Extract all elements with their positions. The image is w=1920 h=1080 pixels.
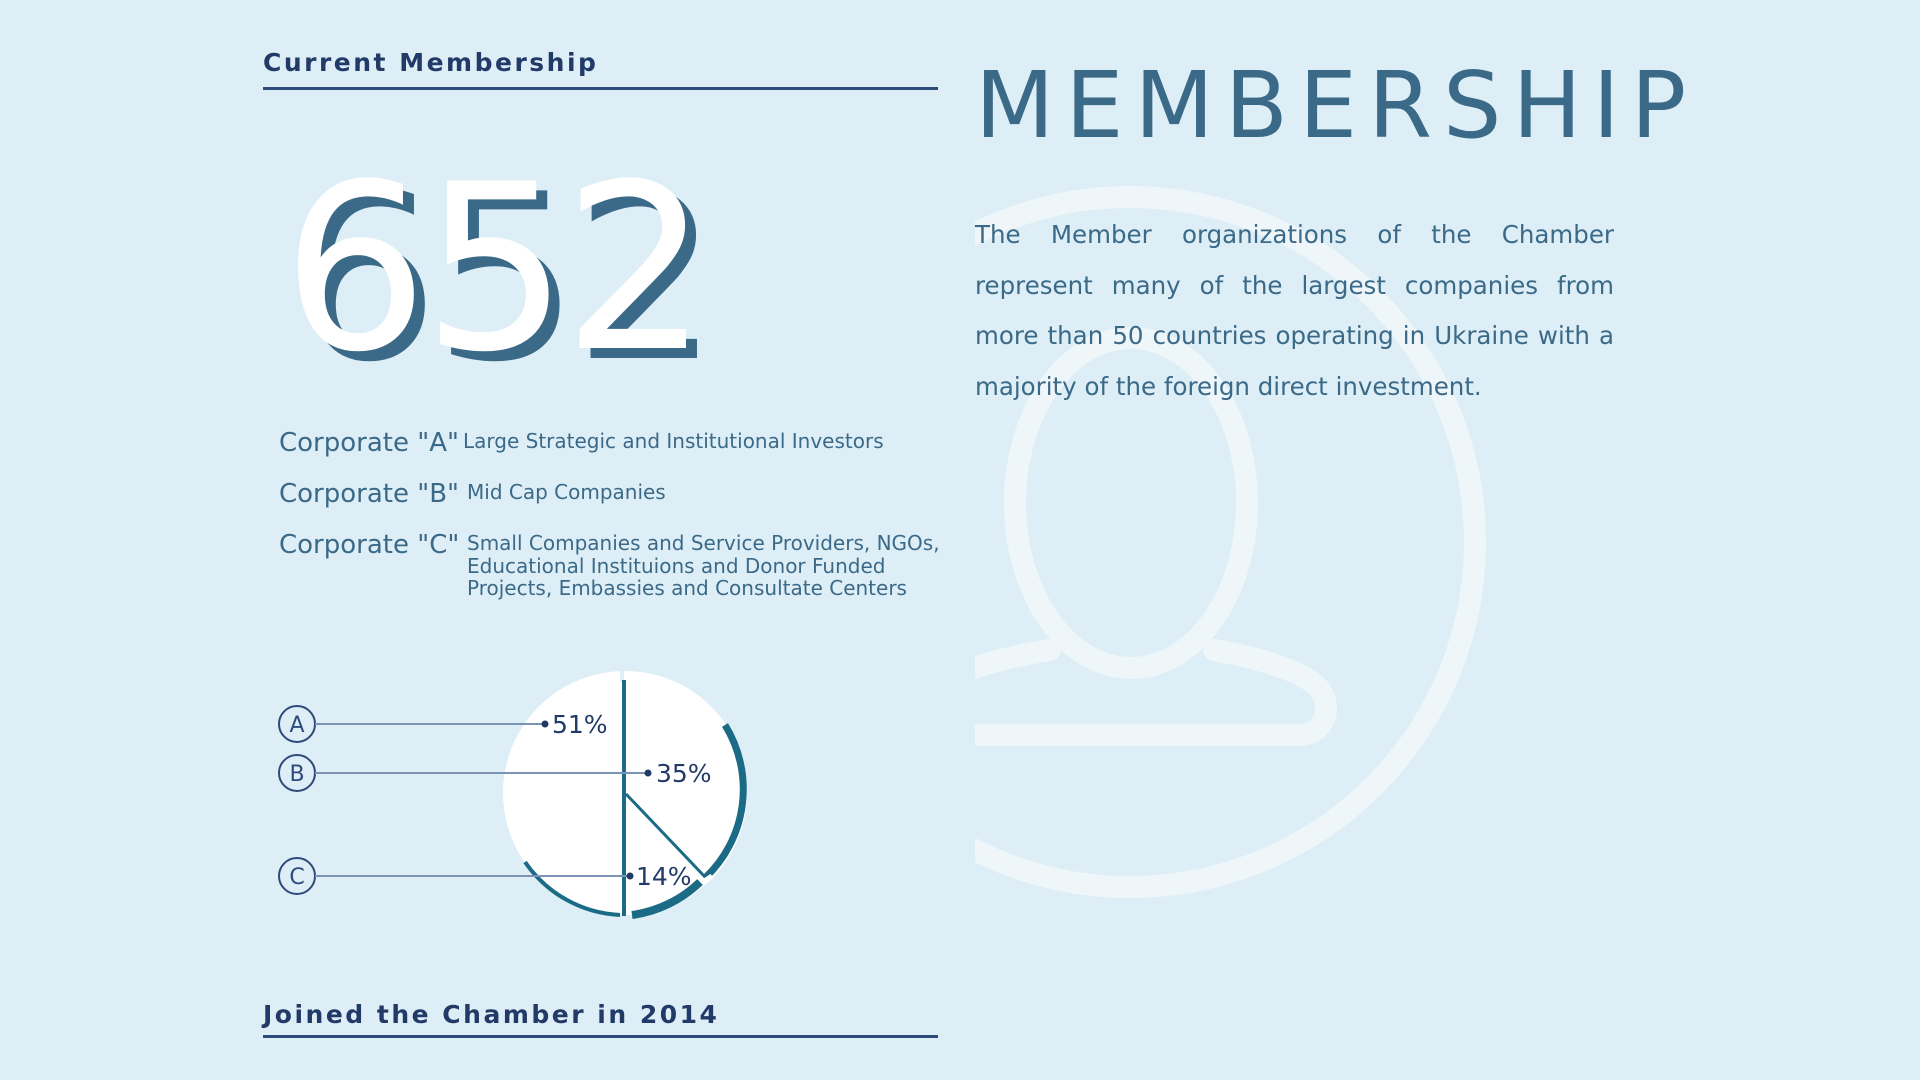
svg-text:B: B	[289, 762, 305, 787]
category-description: Small Companies and Service Providers, NGOs, Educational Instituions and Donor Funded Projects, Embassies and Consultate Centers	[467, 531, 940, 600]
svg-text:A: A	[289, 713, 305, 738]
section-divider-bottom	[263, 1035, 938, 1038]
category-description: Mid Cap Companies	[467, 480, 666, 504]
section-title-joined: Joined the Chamber in 2014	[263, 1000, 720, 1029]
category-name: Corporate "C"	[279, 530, 460, 560]
svg-text:C: C	[289, 865, 305, 890]
pie-label-c: 14%	[636, 862, 692, 891]
page-title: MEMBERSHIP	[975, 52, 1698, 159]
category-name: Corporate "A"	[279, 428, 459, 458]
pie-label-a: 51%	[552, 710, 608, 739]
category-name: Corporate "B"	[279, 479, 459, 509]
section-title-current-membership: Current Membership	[263, 48, 599, 77]
category-description: Large Strategic and Institutional Investors	[463, 429, 884, 453]
pie-label-b: 35%	[656, 759, 712, 788]
member-count: 652	[282, 136, 703, 403]
description-text: The Member organizations of the Chamber represent many of the largest companies from more than 50 countries operating in Ukraine with a majority of the foreign direct investment.	[975, 220, 1614, 401]
legend-item-a	[279, 706, 608, 742]
